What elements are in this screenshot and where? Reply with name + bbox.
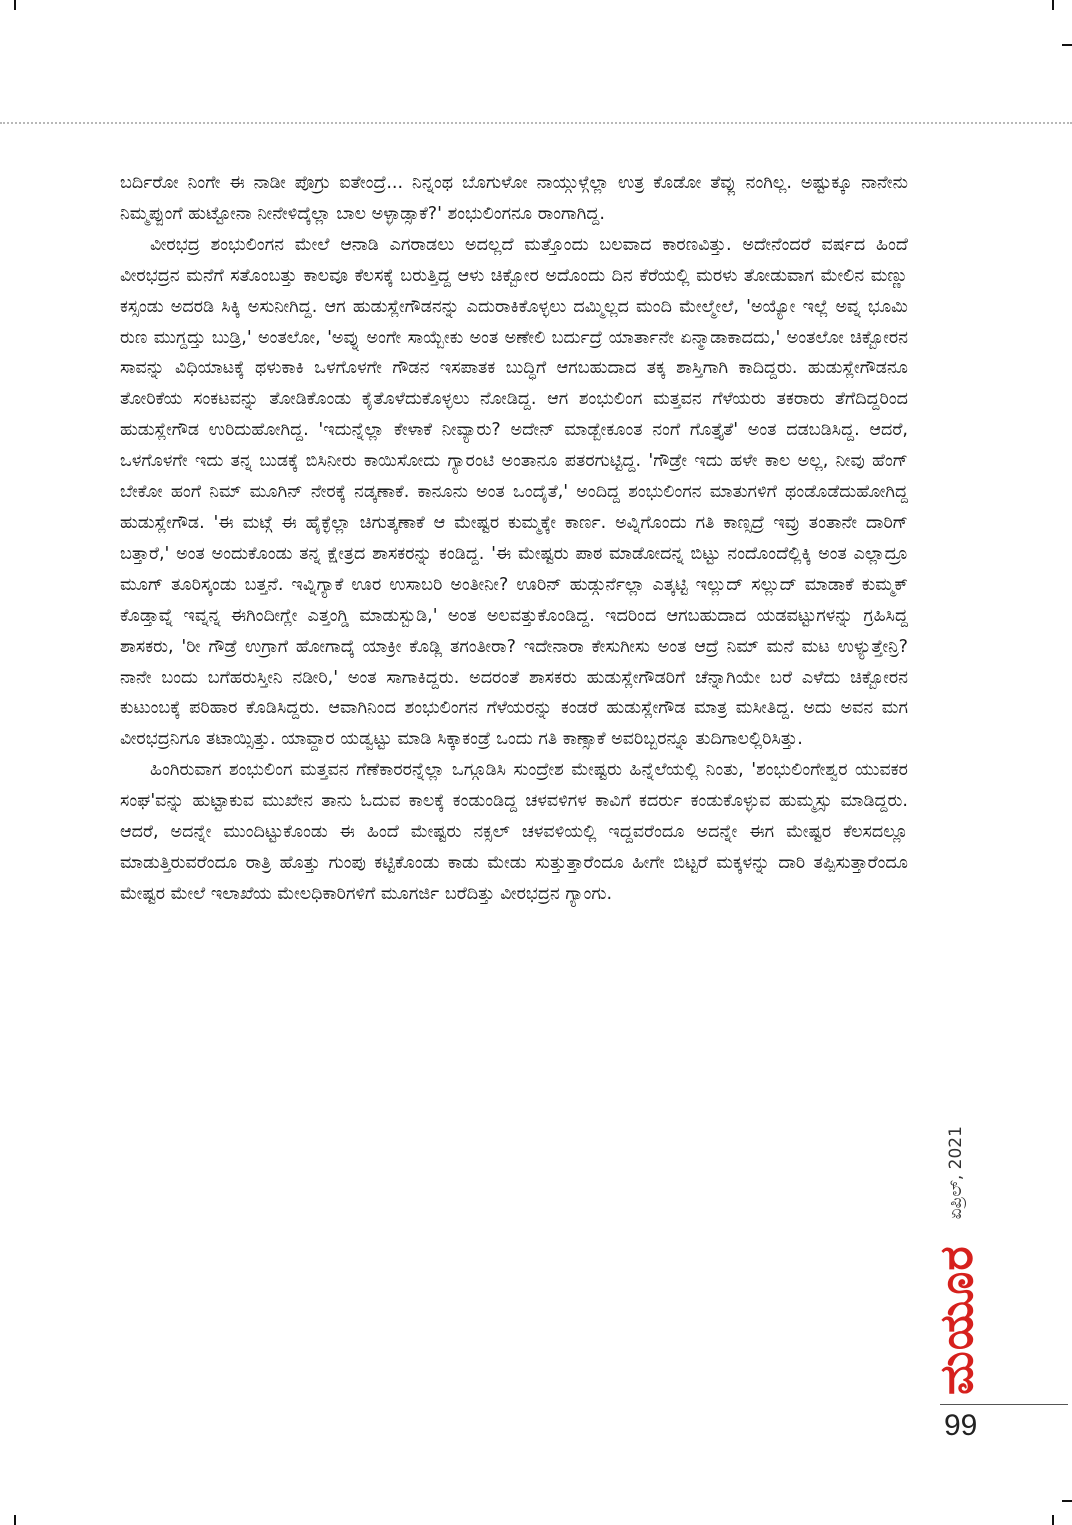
page-number: 99 <box>944 1409 978 1442</box>
article-paragraph-3: ಹಿಂಗಿರುವಾಗ ಶಂಭುಲಿಂಗ ಮತ್ತವನ ಗೆಣೆಕಾರರನ್ನೆಲ್ಲಾ ಒಗ್ಗೂಡಿಸಿ ಸುಂದ್ರೇಶ ಮೇಷ್ಟರು ಹಿನ್ನೆಲೆಯಲ್ಲಿ ನಿಂತು, 'ಶಂಭುಲಿಂಗೇಶ್ವರ ಯುವಕರ ಸಂಘ'ವನ್ನು ಹುಟ್ಟಾಕುವ ಮುಖೇನ ತಾನು ಓದುವ ಕಾಲಕ್ಕೆ ಕಂಡುಂಡಿದ್ದ ಚಳವಳಿಗಳ ಕಾವಿಗೆ ಕದರ್ರು ಕಂಡುಕೊಳ್ಳುವ ಹುಮ್ಮಸ್ಸು ಮಾಡಿದ್ದರು. ಆದರೆ, ಅದನ್ನೇ ಮುಂದಿಟ್ಟುಕೊಂಡು ಈ ಹಿಂದೆ ಮೇಷ್ಟರು ನಕ್ಸಲ್ ಚಳವಳಿಯಲ್ಲಿ ಇದ್ದವರೆಂದೂ ಅದನ್ನೇ ಈಗ ಮೇಷ್ಟರ ಕೆಲಸದಲ್ಲೂ ಮಾಡುತ್ತಿರುವರೆಂದೂ ರಾತ್ರಿ ಹೊತ್ತು ಗುಂಪು ಕಟ್ಟಿಕೊಂಡು ಕಾಡು ಮೇಡು ಸುತ್ತುತ್ತಾರೆಂದೂ ಹೀಗೇ ಬಿಟ್ಟರೆ ಮಕ್ಕಳನ್ನು ದಾರಿ ತಪ್ಪಿಸುತ್ತಾರೆಂದೂ ಮೇಷ್ಟರ ಮೇಲೆ ಇಲಾಖೆಯ ಮೇಲಧಿಕಾರಿಗಳಿಗೆ ಮೂಗರ್ಜಿ ಬರೆದಿತ್ತು ವೀರಭದ್ರನ ಗ್ಯಾಂಗು. <box>120 760 908 904</box>
issue-date: ಏಪ್ರಿಲ್, 2021 <box>946 1126 966 1220</box>
magazine-side-label <box>928 1075 984 1395</box>
crop-mark-bottom-left <box>14 1515 16 1525</box>
crop-mark-right-upper <box>1062 44 1072 46</box>
magazine-logo: ಮಯೂರ <box>929 1245 983 1395</box>
article-paragraph-2: ವೀರಭದ್ರ ಶಂಭುಲಿಂಗನ ಮೇಲೆ ಆನಾಡಿ ಎಗರಾಡಲು ಅದಲ್ಲದೆ ಮತ್ತೊಂದು ಬಲವಾದ ಕಾರಣವಿತ್ತು. ಅದೇನೆಂದರೆ ವರ್ಷದ ಹಿಂದೆ ವೀರಭದ್ರನ ಮನೆಗೆ ಸತೊಂಬತ್ತು ಕಾಲವೂ ಕೆಲಸಕ್ಕೆ ಬರುತ್ತಿದ್ದ ಆಳು ಚಿಕ್ಬೋರ ಅದೊಂದು ದಿನ ಕೆರೆಯಲ್ಲಿ ಮರಳು ತೋಡುವಾಗ ಮೇಲಿನ ಮಣ್ಣು ಕಸ್ಸಂಡು ಅದರಡಿ ಸಿಕ್ಕಿ ಅಸುನೀಗಿದ್ದ. ಆಗ ಹುಡುಸ್ಲೇಗೌಡನನ್ನು ಎದುರಾಕಿಕೊಳ್ಳಲು ದಮ್ಮಿಲ್ಲದ ಮಂದಿ ಮೇಲ್ಮೇಲೆ, 'ಅಯ್ಯೋ ಇಲ್ಲೆ ಅವ್ನ ಭೂಮಿ ರುಣ ಮುಗ್ದದ್ತು ಬುಡ್ರಿ,' ಅಂತಲೋ, 'ಅವ್ನು ಅಂಗೇ ಸಾಯ್ಬೇಕು ಅಂತ ಅಣೇಲಿ ಬರ್ದುದ್ರೆ ಯಾರ್ತಾನೇ ಏನ್ಮಾಡಾಕಾದದು,' ಅಂತಲೋ ಚಿಕ್ಬೋರನ ಸಾವನ್ನು ವಿಧಿಯಾಟಕ್ಕೆ ಥಳುಕಾಕಿ ಒಳಗೊಳಗೇ ಗೌಡನ ಇಸಪಾತಕ ಬುದ್ಧಿಗೆ ಆಗಬಹುದಾದ ತಕ್ಕ ಶಾಸ್ತಿಗಾಗಿ ಕಾದಿದ್ದರು. ಹುಡುಸ್ಲೇಗೌಡನೂ ತೋರಿಕೆಯ ಸಂಕಟವನ್ನು ತೋಡಿಕೊಂಡು ಕೈತೊಳೆದುಕೊಳ್ಳಲು ನೋಡಿದ್ದ. ಆಗ ಶಂಭುಲಿಂಗ ಮತ್ತವನ ಗೆಳೆಯರು ತಕರಾರು ತೆಗೆದಿದ್ದರಿಂದ ಹುಡುಸ್ಲೇಗೌಡ ಉರಿದುಹೋಗಿದ್ದ. 'ಇದುನ್ನೆಲ್ಲಾ ಕೇಳಾಕೆ ನೀವ್ಯಾರು? ಅದೇನ್ ಮಾಡ್ಬೇಕೂಂತ ನಂಗೆ ಗೊತ್ತೈತೆ' ಅಂತ ದಡಬಡಿಸಿದ್ದ. ಆದರೆ, ಒಳಗೊಳಗೇ ಇದು ತನ್ನ ಬುಡಕ್ಕೆ ಬಿಸಿನೀರು ಕಾಯಿಸೋದು ಗ್ಯಾರಂಟಿ ಅಂತಾನೂ ಪತರಗುಟ್ಟಿದ್ದ. 'ಗೌಡ್ರೇ ಇದು ಹಳೇ ಕಾಲ ಅಲ್ಲ, ನೀವು ಹೆಂಗ್ ಬೇಕೋ ಹಂಗೆ ನಿಮ್ ಮೂಗಿನ್ ನೇರಕ್ಕೆ ನಡ್ಕಣಾಕೆ. ಕಾನೂನು ಅಂತ ಒಂದೈತೆ,' ಅಂದಿದ್ದ ಶಂಭುಲಿಂಗನ ಮಾತುಗಳಿಗೆ ಥಂಡೊಡೆದುಹೋಗಿದ್ದ ಹುಡುಸ್ಲೇಗೌಡ. 'ಈ ಮಟ್ಗೆ ಈ ಹೈಕ್ಳೆಲ್ಲಾ ಚಿಗುತ್ಕಣಾಕೆ ಆ ಮೇಷ್ಟರ ಕುಮ್ಮಕ್ಕೇ ಕಾರ್ಣ. ಅವ್ನಿಗೊಂದು ಗತಿ ಕಾಣ್ಸದ್ರೆ ಇವ್ರು ತಂತಾನೇ ದಾರಿಗ್ ಬತ್ತಾರೆ,' ಅಂತ ಅಂದುಕೊಂಡು ತನ್ನ ಕ್ಷೇತ್ರದ ಶಾಸಕರನ್ನು ಕಂಡಿದ್ದ. 'ಈ ಮೇಷ್ಟರು ಪಾಠ ಮಾಡೋದನ್ನ ಬಿಟ್ಟು ನಂದೊಂದೆಲ್ಲಿಕ್ಕಿ ಅಂತ ಎಲ್ಲಾದ್ರೂ ಮೂಗ್ ತೂರಿಸ್ಕಂಡು ಬತ್ತನೆ. ಇವ್ನಿಗ್ಯಾಕೆ ಊರ ಉಸಾಬರಿ ಅಂತೀನೀ? ಊರಿನ್ ಹುಡ್ಗುರ್ನೆಲ್ಲಾ ಎತ್ಕಟ್ಟಿ ಇಲ್ಲುದ್ ಸಲ್ಲುದ್ ಮಾಡಾಕೆ ಕುಮ್ಮಕ್ ಕೊಡ್ತಾವ್ನೆ ಇವ್ನನ್ನ ಈಗಿಂದೀಗ್ಲೇ ಎತ್ತಂಗ್ಡಿ ಮಾಡುಸ್ಬುಡಿ,' ಅಂತ ಅಲವತ್ತುಕೊಂಡಿದ್ದ. ಇದರಿಂದ ಆಗಬಹುದಾದ ಯಡವಟ್ಟುಗಳನ್ನು ಗ್ರಹಿಸಿದ್ದ ಶಾಸಕರು, 'ರೀ ಗೌಡ್ರೆ ಉಗ್ರಾಗೆ ಹೋಗಾದ್ಕೆ ಯಾಕ್ರೀ ಕೊಡ್ಲಿ ತಗಂತೀರಾ? ಇದೇನಾರಾ ಕೇಸುಗೀಸು ಅಂತ ಆದ್ರೆ ನಿಮ್ ಮನೆ ಮಟ ಉಳ್ಯುತ್ತೇನ್ರಿ? ನಾನೇ ಬಂದು ಬಗೆಹರುಸ್ತೀನಿ ನಡೀರಿ,' ಅಂತ ಸಾಗಾಕಿದ್ದರು. ಅದರಂತೆ ಶಾಸಕರು ಹುಡುಸ್ಲೇಗೌಡರಿಗೆ ಚೆನ್ನಾಗಿಯೇ ಬರೆ ಎಳೆದು ಚಿಕ್ಬೋರನ ಕುಟುಂಬಕ್ಕೆ ಪರಿಹಾರ ಕೊಡಿಸಿದ್ದರು. ಆವಾಗಿನಿಂದ ಶಂಭುಲಿಂಗನ ಗೆಳೆಯರನ್ನು ಕಂಡರೆ ಹುಡುಸ್ಲೇಗೌಡ ಮಾತ್ರ ಮಸೀತಿದ್ದ. ಅದು ಅವನ ಮಗ ವೀರಭದ್ರನಿಗೂ ತಟಾಯ್ಸಿತ್ತು. ಯಾವ್ದಾರ ಯಡ್ವಟ್ಟು ಮಾಡಿ ಸಿಕ್ಕಾಕಂಡ್ರೆ ಒಂದು ಗತಿ ಕಾಣ್ಸಾಕೆ ಅವರಿಬ್ಬರನ್ನೂ ತುದಿಗಾಲಲ್ಲಿರಿಸಿತ್ತು. <box>120 234 908 750</box>
crop-mark-right-lower <box>1062 1500 1072 1502</box>
header-dotted-rule <box>0 122 1072 124</box>
article-paragraph-1: ಬರ್ದಿರೋ ನಿಂಗೇ ಈ ನಾಡೀ ಪೊಗ್ರು ಐತೇಂದ್ರೆ... ನಿನ್ನಂಥ ಬೊಗುಳೋ ನಾಯ್ಗುಳ್ಗೆಲ್ಲಾ ಉತ್ರ ಕೊಡೋ ತೆವ್ಲು ನಂಗಿಲ್ಲ. ಅಷ್ಟುಕ್ಕೂ ನಾನೇನು ನಿಮ್ಮಪ್ಪುಂಗೆ ಹುಟ್ಟೋನಾ ನೀನೇಳಿದ್ಕೆಲ್ಲಾ ಬಾಲ ಅಳ್ಳಾಡ್ಸಾಕೆ?' ಶಂಭುಲಿಂಗನೂ ರಾಂಗಾಗಿದ್ದ. <box>120 173 908 224</box>
article-body <box>120 168 908 910</box>
crop-mark-top-left <box>14 0 16 10</box>
crop-mark-top-right <box>1052 0 1054 10</box>
page-number-rule <box>940 1404 1068 1405</box>
crop-mark-bottom-right <box>1052 1515 1054 1525</box>
